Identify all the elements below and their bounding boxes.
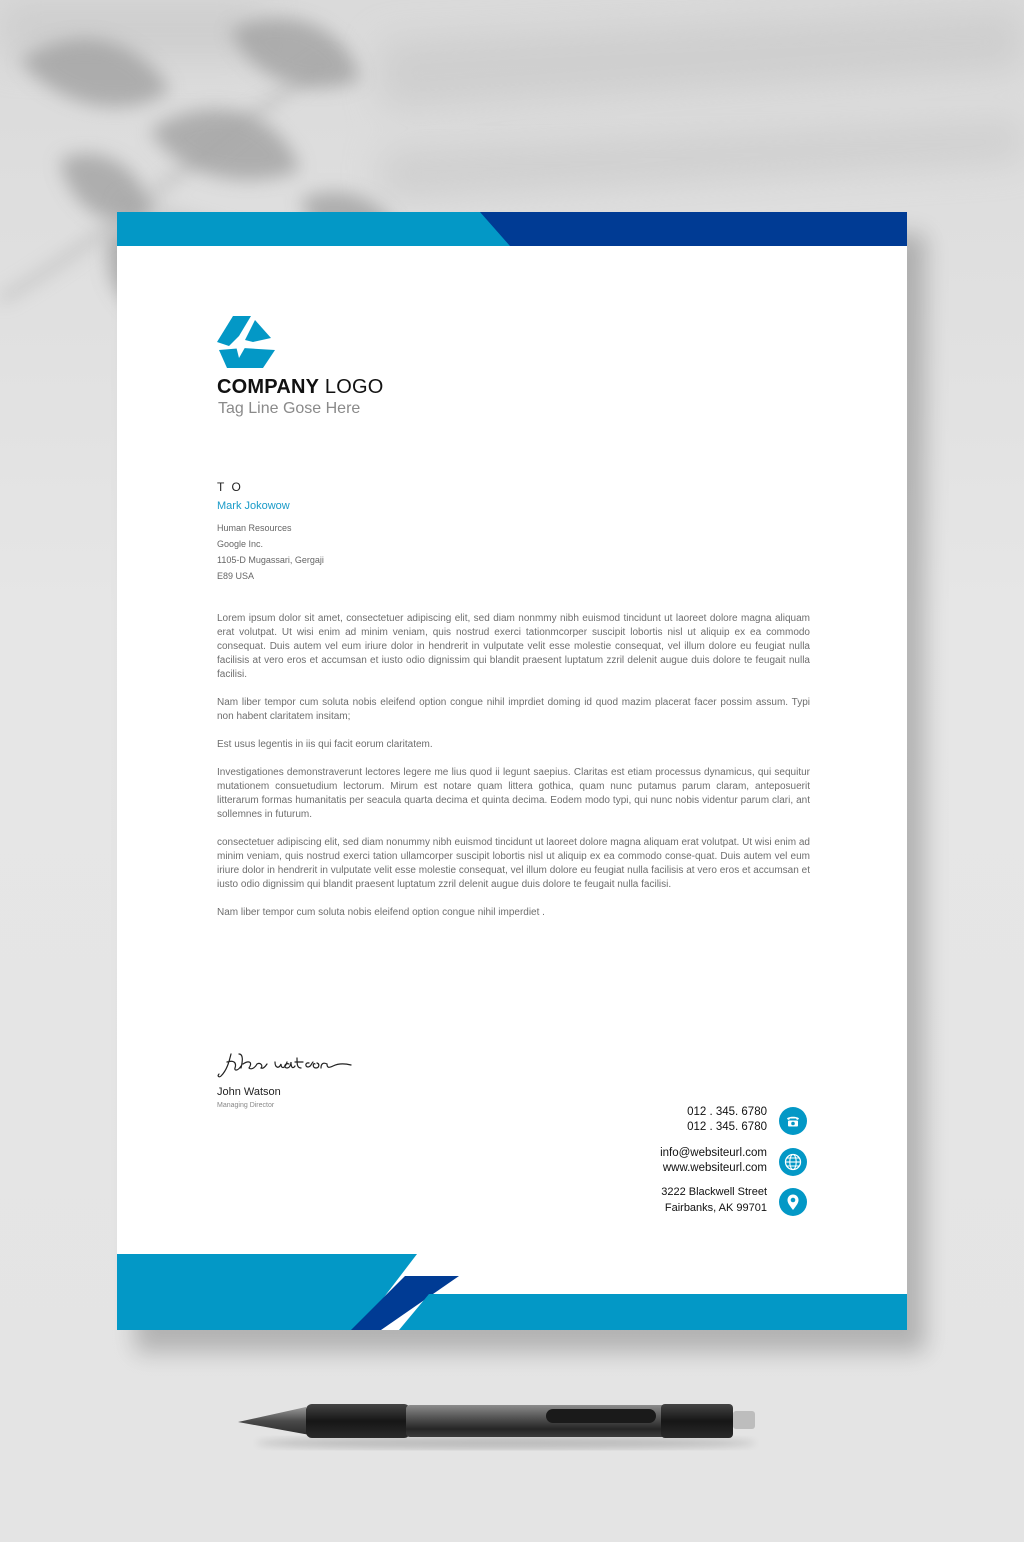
footer-band-right xyxy=(399,1294,907,1330)
contact-web xyxy=(660,1146,767,1176)
body-paragraph: consectetuer adipiscing elit, sed diam nonummy nibh euismod tincidunt ut laoreet dolore magna aliquam erat volutpat. Ut wisi enim ad minim veniam, quis nostrud exerci tation ullamcorper suscipit lobortis nisl ut aliquip ex ea commodo conse-quat. Duis autem vel eum iriure dolor in hendrerit in vulputate velit esse molestie consequat, vel illum dolore eu feugiat nulla facilisis at vero eros et accumsan et iusto odio dignissim qui blandit praesent luptatum zzril delenit augue duis dolore te feugait nulla facilisi. xyxy=(217,837,810,890)
recipient-name: Mark Jokowow xyxy=(217,500,290,512)
to-label: T O xyxy=(217,480,243,494)
phone-number: 012 . 345. 6780 xyxy=(687,1121,767,1133)
address-line: Human Resources xyxy=(217,523,292,533)
phone-number: 012 . 345. 6780 xyxy=(687,1106,767,1118)
signer-title: Managing Director xyxy=(217,1102,275,1109)
email-address[interactable]: info@websiteurl.com xyxy=(660,1147,767,1159)
city-address: Fairbanks, AK 99701 xyxy=(664,1202,767,1214)
body-paragraph: Lorem ipsum dolor sit amet, consectetuer adipiscing elit, sed diam nonmmy nibh euismod tincidunt ut laoreet dolore magna aliquam erat volutpat. Ut wisi enim ad minim veniam, quis nostrud exerci tationmcorper suscipit lobortis nisl ut aliquip ex ea commodo consequat. Duis autem vel eum iriure dolor in hendrerit in vulputate velit esse molestie consequat, vel illum dolore eu feugiat nulla facilisis at vero eros et accumsan et iusto odio dignissim qui blandit praesent luptatum zzril delenit augue duis dolore te feugait nulla facilisi. xyxy=(217,613,810,680)
globe-icon xyxy=(779,1148,807,1176)
address-line: E89 USA xyxy=(217,571,255,581)
company-tagline: Tag Line Gose Here xyxy=(218,400,361,417)
body-paragraph: Nam liber tempor cum soluta nobis eleifend option congue nihil imprdiet doming id quod mazim placerat facer possim assum. Typi non habent claritatem insitam; xyxy=(217,697,810,722)
letterhead-page xyxy=(117,212,907,1330)
street-address: 3222 Blackwell Street xyxy=(661,1186,767,1198)
company-name: COMPANY LOGO xyxy=(217,376,384,398)
pen-image xyxy=(236,1395,760,1457)
website-url[interactable]: www.websiteurl.com xyxy=(662,1162,767,1174)
body-paragraph: Nam liber tempor cum soluta nobis eleifend option congue nihil imperdiet . xyxy=(217,907,545,918)
phone-icon xyxy=(779,1107,807,1135)
signer-name: John Watson xyxy=(217,1086,281,1098)
letter-body xyxy=(217,612,810,934)
company-logo-mark xyxy=(217,316,277,374)
address-line: 1105-D Mugassari, Gergaji xyxy=(217,555,324,565)
header-band-dark xyxy=(480,212,907,246)
location-pin-icon xyxy=(779,1188,807,1216)
body-paragraph: Est usus legentis in iis qui facit eorum claritatem. xyxy=(217,739,433,750)
address-line: Google Inc. xyxy=(217,539,264,549)
body-paragraph: Investigationes demonstraverunt lectores legere me lius quod ii legunt saepius. Claritas est etiam processus dynamicus, qui sequitur mutationem consuetudium lectorum. Mirum est notare quam littera gothica, quam nunc putamus parum claram, anteposuerit litterarum formas humanitatis per seacula quarta decima et quinta decima. Eodem modo typi, qui nunc nobis videntur parum clari, ant sollemnes in futurum. xyxy=(217,767,810,820)
contact-phones xyxy=(687,1105,767,1135)
contact-address xyxy=(661,1184,767,1216)
header-band xyxy=(117,212,907,246)
recipient-address xyxy=(217,520,324,584)
handwritten-signature xyxy=(217,1048,357,1078)
footer-band xyxy=(117,1252,907,1330)
